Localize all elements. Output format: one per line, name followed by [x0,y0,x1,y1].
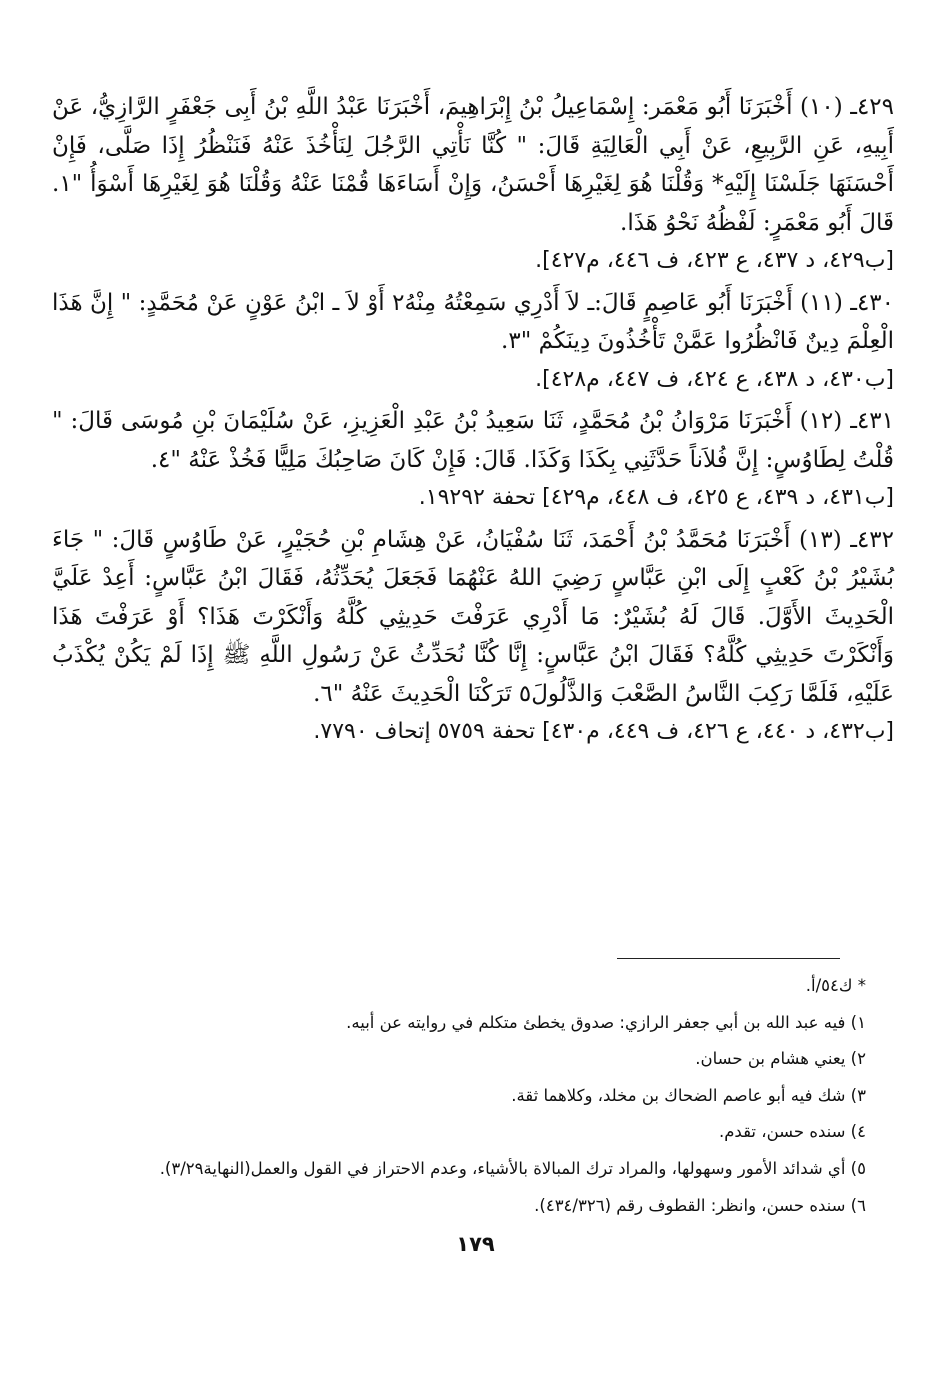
footnote-5: ٥) أي شدائد الأمور وسهولها، والمراد ترك المبالاة بالأشياء، وعدم الاحتراز في القول والعمل(النهاية٣/٢٩). [159,1158,866,1178]
hadith-430-ref: [ب٤٣٠، د ٤٣٨، ع ٤٢٤، ف ٤٤٧، م٤٢٨]. [535,366,894,392]
footnote-separator [617,958,840,959]
hadith-431-text: ٤٣١ـ (١٢) أَخْبَرَنَا مَرْوَانُ بْنُ مُحَمَّدٍ، ثَنَا سَعِيدُ بْنُ عَبْدِ الْعَزِيزِ، عَنْ سُلَيْمَانَ بْنِ مُوسَى قَالَ: " قُلْتُ لِطَاوُسٍ: إِنَّ فُلاَناً حَدَّثَنِي بِكَذَا وَكَذَا. قَالَ: فَإِنْ كَانَ صَاحِبُكَ مَلِيًّا فَخُذْ عَنْهُ "٤. [52,408,894,473]
main-text [52,88,894,752]
hadith-431-ref: [ب٤٣١، د ٤٣٩، ع ٤٢٥، ف ٤٤٨، م٤٢٩] تحفة ١٩٢٩٢. [418,485,894,510]
hadith-429-text: ٤٢٩ـ (١٠) أَخْبَرَنَا أَبُو مَعْمَر: إِسْمَاعِيلُ بْنُ إِبْرَاهِيمَ، أَخْبَرَنَا عَبْدُ اللَّهِ بْنُ أَبِى جَعْفَرٍ الرَّازِيُّ، عَنْ أَبِيهِ، عَنِ الرَّبِيعِ، عَنْ أَبِي الْعَالِيَةِ قَالَ: " كُنَّا نَأْتِي الرَّجُلَ لِنَأْخُذَ عَنْهُ فَنَنْظُرُ إِذَا صَلَّى، فَإِنْ أَحْسَنَهَا جَلَسْنَا إِلَيْهِ* وَقُلْنَا هُوَ لِغَيْرِهَا أَحْسَنُ، وَإِنْ أَسَاءَهَا قُمْنَا عَنْهُ وَقُلْنَا هُوَ لِغَيْرِهَا أَسْوَأُ "١. قَالَ أَبُو مَعْمَرٍ: لَفْظُهُ نَحْوُ هَذَا. [52,94,894,236]
footnote-2: ٢) يعني هشام بن حسان. [695,1049,866,1069]
footnote-1: ١) فيه عبد الله بن أبي جعفر الرازي: صدوق يخطئ متكلم في روايته عن أبيه. [346,1012,866,1032]
hadith-432-ref: [ب٤٣٢، د ٤٤٠، ع ٤٢٦، ف ٤٤٩، م٤٣٠] تحفة ٥٧٥٩ إتحاف ٧٧٩٠. [313,719,894,744]
hadith-429-ref: [ب٤٢٩، د ٤٣٧، ع ٤٢٣، ف ٤٤٦، م٤٢٧]. [535,248,894,273]
footnotes [160,968,866,1224]
page-number: ١٧٩ [456,1232,495,1256]
footnote-4: ٤) سنده حسن، تقدم. [718,1122,866,1142]
footnote-6: ٦) سنده حسن، وانظر: القطوف رقم (٤٣٤/٣٢٦). [534,1195,866,1215]
footnote-3: ٣) شك فيه أبو عاصم الضحاك بن مخلد، وكلاهما ثقة. [511,1085,866,1105]
hadith-430-text: ٤٣٠ـ (١١) أَخْبَرَنَا أَبُو عَاصِمٍ قَالَ:ـ لاَ أَدْرِي سَمِعْتُهُ مِنْهُ٢ أَوْ لاَ ـ ابْنُ عَوْنٍ عَنْ مُحَمَّدٍ: " إِنَّ هَذَا الْعِلْمَ دِينٌ فَانْظُرُوا عَمَّنْ تَأْخُذُونَ دِينَكُمْ "٣. [52,289,895,354]
hadith-432-text: ٤٣٢ـ (١٣) أَخْبَرَنَا مُحَمَّدُ بْنُ أَحْمَدَ، ثَنَا سُفْيَانُ، عَنْ هِشَامِ بْنِ حُجَيْرٍ، عَنْ طَاوُسٍ قَالَ: " جَاءَ بُشَيْرُ بْنُ كَعْبٍ إِلَى ابْنِ عَبَّاسٍ رَضِيَ اللهُ عَنْهُمَا فَجَعَلَ يُحَدِّثُهُ، فَقَالَ ابْنُ عَبَّاسٍ: أَعِدْ عَلَيَّ الْحَدِيثَ الأَوَّلَ. قَالَ لَهُ بُشَيْرٌ: مَا أَدْرِي عَرَفْتَ حَدِيثِي كُلَّهُ وَأَنْكَرْتَ هَذَا؟ أَوْ عَرَفْتَ هَذَا وَأَنْكَرْتَ حَدِيثِي كُلَّهُ؟ فَقَالَ ابْنُ عَبَّاسٍ: إِنَّا كُنَّا نُحَدِّثُ عَنْ رَسُولِ اللَّهِ ﷺ إِذَا لَمْ يَكُنْ يُكْذَبُ عَلَيْهِ، فَلَمَّا رَكِبَ النَّاسُ الصَّعْبَ وَالذَّلُولَ٥ تَرَكْنَا الْحَدِيثَ عَنْهُ "٦. [52,526,894,707]
footnote-marker: * ك٥٤/أ. [805,976,866,995]
